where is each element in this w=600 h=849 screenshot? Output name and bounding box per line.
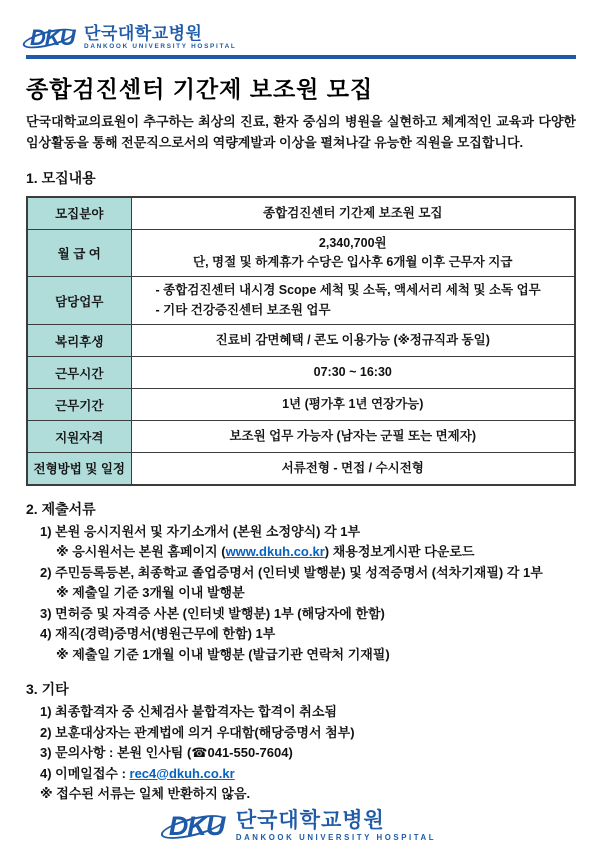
list-item — [26, 764, 576, 785]
list-item-note — [26, 542, 576, 563]
list-item: 2) 보훈대상자는 관계법에 의거 우대함(해당증명서 첨부) — [40, 724, 355, 740]
header — [26, 24, 576, 59]
row-value: 07:30 ~ 16:30 — [131, 357, 575, 389]
list-item: 3) 문의사항 : 본원 인사팀 (☎041-550-7604) — [40, 745, 293, 761]
documents-list — [26, 522, 576, 666]
row-value — [131, 277, 575, 325]
hospital-logo-footer — [164, 809, 436, 843]
section-etc — [26, 679, 576, 805]
row-value: 서류전형 - 면접 / 수시전형 — [131, 453, 575, 485]
intro-text: 단국대학교의료원이 추구하는 최상의 진료, 환자 중심의 병원을 실현하고 체계적인 교육과 다양한 임상활동을 통해 전문직으로서의 역량계발과 이상을 펼쳐나갈 유능한 직원을 모집합니다. — [26, 114, 576, 151]
row-value: 1년 (평가후 1년 연장가능) — [131, 389, 575, 421]
row-value: 보조원 업무 가능자 (남자는 군필 또는 면제자) — [131, 421, 575, 453]
list-item-note: ※ 제출일 기준 1개월 이내 발행분 (발급기관 연락처 기재필) — [56, 646, 390, 662]
row-label: 근무시간 — [27, 357, 131, 389]
list-item-note: ※ 접수된 서류는 일체 반환하지 않음. — [40, 786, 251, 802]
row-value — [131, 229, 575, 277]
row-label: 월 급 여 — [27, 229, 131, 277]
note-text: ) 채용정보게시판 다운로드 — [324, 544, 475, 560]
salary-note: 단, 명절 및 하계휴가 수당은 입사후 6개월 이후 근무자 지급 — [193, 254, 513, 269]
note-text: ※ 응시원서는 본원 홈페이지 ( — [56, 544, 226, 560]
list-item: 1) 최종합격자 중 신체검사 불합격자는 합격이 취소됨 — [40, 704, 337, 720]
table-row-period — [27, 389, 575, 421]
table-row-duties — [27, 277, 575, 325]
hospital-name-korean: 단국대학교병원 — [235, 809, 385, 833]
hospital-name-english: DANKOOK UNIVERSITY HOSPITAL — [235, 833, 437, 843]
table-row-qualification — [27, 421, 575, 453]
list-item-note: ※ 제출일 기준 3개월 이내 발행분 — [56, 585, 245, 601]
email-link[interactable]: rec4@dkuh.co.kr — [129, 765, 235, 781]
dku-logo-icon — [26, 24, 76, 52]
header-divider — [26, 55, 576, 59]
email-label: 4) 이메일접수 : — [40, 765, 130, 781]
row-value: 종합검진센터 기간제 보조원 모집 — [131, 197, 575, 229]
dku-logo-icon — [164, 809, 226, 843]
logo-acronym: DKU — [30, 25, 75, 50]
footer — [0, 809, 600, 843]
duty-line: - 종합검진센터 내시경 Scope 세척 및 소독, 액세서리 세척 및 소독 업무 — [155, 283, 541, 298]
hospital-name-korean: 단국대학교병원 — [84, 24, 203, 44]
hospital-logo-header — [26, 24, 576, 52]
recruit-table — [26, 196, 576, 486]
row-label: 복리후생 — [27, 325, 131, 357]
logo-text — [84, 25, 237, 50]
list-item: 3) 면허증 및 자격증 사본 (인터넷 발행분) 1부 (해당자에 한함) — [40, 605, 385, 621]
table-row-hours — [27, 357, 575, 389]
section-heading-recruit: 1. 모집내용 — [26, 170, 96, 187]
table-row-benefits — [27, 325, 575, 357]
page-title: 종합검진센터 기간제 보조원 모집 — [26, 76, 374, 102]
section-heading-documents: 2. 제출서류 — [26, 500, 96, 517]
salary-amount: 2,340,700원 — [318, 235, 387, 250]
table-row-salary — [27, 229, 575, 277]
logo-text — [236, 810, 436, 842]
section-documents — [26, 499, 576, 666]
list-item: 4) 재직(경력)증명서(병원근무에 한함) 1부 — [40, 626, 276, 642]
row-label: 전형방법 및 일정 — [27, 453, 131, 485]
list-item: 2) 주민등록등본, 최종학교 졸업증명서 (인터넷 발행분) 및 성적증명서 (석차기재필) 각 1부 — [40, 564, 543, 580]
table-row-process — [27, 453, 575, 485]
section-recruit — [26, 168, 576, 486]
homepage-link[interactable]: www.dkuh.co.kr — [225, 544, 325, 560]
section-heading-etc: 3. 기타 — [26, 681, 69, 698]
row-label: 지원자격 — [27, 421, 131, 453]
list-item: 1) 본원 응시지원서 및 자기소개서 (본원 소정양식) 각 1부 — [40, 523, 361, 539]
row-value: 진료비 감면혜택 / 콘도 이용가능 (※정규직과 동일) — [131, 325, 575, 357]
table-row-field — [27, 197, 575, 229]
hospital-name-english: DANKOOK UNIVERSITY HOSPITAL — [84, 43, 237, 51]
duty-line: - 기타 건강증진센터 보조원 업무 — [155, 302, 331, 317]
etc-list — [26, 702, 576, 805]
row-label: 모집분야 — [27, 197, 131, 229]
row-label: 근무기간 — [27, 389, 131, 421]
row-label: 담당업무 — [27, 277, 131, 325]
logo-acronym: DKU — [168, 811, 225, 841]
